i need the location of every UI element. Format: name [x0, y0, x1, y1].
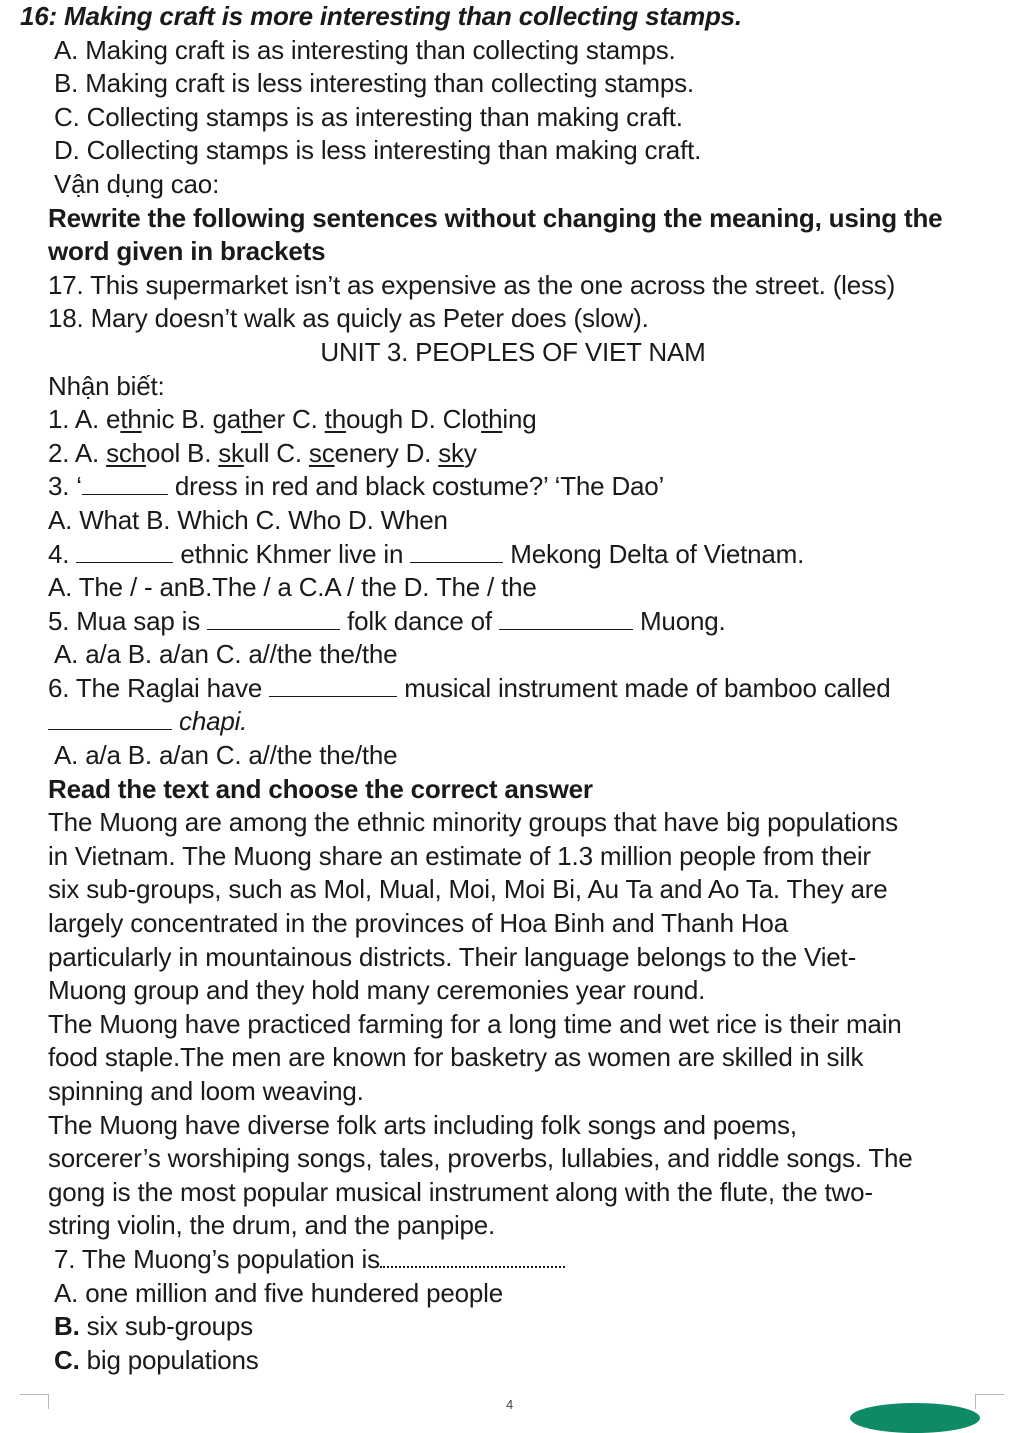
q1-b-underlined: th — [241, 404, 263, 435]
q2-pronunciation — [48, 437, 978, 471]
q1-a-underlined: th — [120, 404, 142, 435]
q1-text: ough D. Clo — [345, 404, 482, 435]
q4-text: ethnic Khmer live in — [173, 538, 411, 569]
q1-text: ing — [502, 404, 537, 435]
q1-text: nic B. ga — [141, 404, 241, 435]
q2-text: ool B. — [145, 437, 219, 468]
q7-text: 7. The Muong’s population is — [54, 1243, 380, 1274]
reading-line: string violin, the drum, and the panpipe. — [48, 1210, 496, 1241]
q7-answer-dots — [380, 1244, 565, 1268]
q2-text: y — [463, 437, 477, 468]
page-number: 4 — [506, 1397, 514, 1412]
q1-text: er C. — [262, 404, 325, 435]
q4 — [48, 538, 978, 572]
q3-blank — [82, 472, 168, 495]
q3-text: 3. ‘ — [48, 471, 82, 502]
worksheet-page — [20, 0, 978, 1377]
reading-line: food staple.The men are known for basketry as women are skilled in silk — [48, 1042, 864, 1073]
unit-title: UNIT 3. PEOPLES OF VIET NAM — [320, 336, 706, 367]
q1-c-underlined: th — [324, 404, 346, 435]
q7-option-b-text: six sub-groups — [79, 1311, 253, 1342]
q6-blank-2 — [48, 707, 172, 730]
recognition-heading: Nhận biết: — [48, 370, 165, 401]
q7-option-c-letter: C. — [54, 1344, 80, 1375]
q7-option-c-text: big populations — [79, 1344, 259, 1375]
q4-text: Mekong Delta of Vietnam. — [503, 538, 805, 569]
page-corner-mark-left — [20, 1394, 49, 1409]
q16-option-a: A. Making craft is as interesting than collecting stamps. — [54, 34, 676, 65]
q7-option-b-letter: B. — [54, 1311, 80, 1342]
q2-a-underlined: sch — [106, 437, 146, 468]
green-footer-arc — [850, 1403, 980, 1433]
q4-text: 4. — [48, 538, 77, 569]
q5-text: Muong. — [632, 605, 726, 636]
reading-line: Muong group and they hold many ceremonies year round. — [48, 975, 706, 1006]
advanced-heading: Vận dụng cao: — [54, 168, 220, 199]
q2-d-underlined: sk — [438, 437, 464, 468]
page-corner-mark-right — [975, 1394, 1004, 1409]
q5 — [48, 605, 978, 639]
q2-text: ull C. — [243, 437, 309, 468]
q5-options: A. a/a B. a/an C. a//the the/the — [54, 639, 398, 670]
q3 — [48, 470, 978, 504]
q5-blank-2 — [499, 607, 633, 630]
q2-text: enery D. — [334, 437, 439, 468]
q3-text: dress in red and black costume?’ ‘The Dao’ — [167, 471, 665, 502]
q7-option-c — [48, 1344, 978, 1378]
q7-option-b — [48, 1310, 978, 1344]
reading-line: gong is the most popular musical instrument along with the flute, the two- — [48, 1176, 873, 1207]
q16-option-d: D. Collecting stamps is less interesting than making craft. — [54, 135, 702, 166]
q5-blank-1 — [207, 607, 340, 630]
q6-blank-1 — [269, 674, 397, 697]
q17: 17. This supermarket isn’t as expensive as the one across the street. (less) — [48, 269, 896, 300]
q6-text: 6. The Raglai have — [48, 672, 270, 703]
rewrite-instruction-line-1: Rewrite the following sentences without changing the meaning, using the — [48, 202, 943, 233]
q1-pronunciation — [48, 403, 978, 437]
q2-c-underlined: sc — [308, 437, 335, 468]
reading-line: six sub-groups, such as Mol, Mual, Moi, Moi Bi, Au Ta and Ao Ta. They are — [48, 874, 888, 905]
q6-line-2 — [48, 705, 978, 739]
reading-line: sorcerer’s worshiping songs, tales, proverbs, lullabies, and riddle songs. The — [48, 1143, 913, 1174]
rewrite-instruction-line-2: word given in brackets — [48, 236, 326, 267]
q6-text: chapi. — [172, 706, 248, 737]
q16-option-b: B. Making craft is less interesting than collecting stamps. — [54, 68, 694, 99]
reading-heading: Read the text and choose the correct answer — [48, 773, 593, 804]
q4-blank-1 — [76, 540, 173, 563]
q2-b-underlined: sk — [218, 437, 244, 468]
q6-options: A. a/a B. a/an C. a//the the/the — [54, 740, 398, 771]
q18: 18. Mary doesn’t walk as quicly as Peter does (slow). — [48, 303, 649, 334]
q5-text: 5. Mua sap is — [48, 605, 208, 636]
q7-option-a: A. one million and five hundered people — [54, 1277, 503, 1308]
reading-line: in Vietnam. The Muong share an estimate of 1.3 million people from their — [48, 840, 871, 871]
reading-line: spinning and loom weaving. — [48, 1076, 364, 1106]
reading-line: The Muong have practiced farming for a long time and wet rice is their main — [48, 1008, 902, 1039]
q6-text: musical instrument made of bamboo called — [397, 672, 891, 703]
q1-d-underlined: th — [481, 404, 503, 435]
reading-line: The Muong are among the ethnic minority groups that have big populations — [48, 807, 898, 838]
reading-line: particularly in mountainous districts. Their language belongs to the Viet- — [48, 941, 857, 972]
q2-text: 2. A. — [48, 437, 107, 468]
q3-options: A. What B. Which C. Who D. When — [48, 504, 448, 535]
q16-stem: 16: Making craft is more interesting than collecting stamps. — [20, 1, 742, 31]
q16-option-c: C. Collecting stamps is as interesting than making craft. — [54, 101, 683, 132]
q4-blank-2 — [410, 540, 503, 563]
reading-line: largely concentrated in the provinces of Hoa Binh and Thanh Hoa — [48, 908, 788, 939]
q7-stem — [48, 1243, 978, 1277]
reading-line: The Muong have diverse folk arts including folk songs and poems, — [48, 1109, 797, 1140]
q4-options: A. The / - anB.The / a C.A / the D. The / the — [48, 572, 537, 603]
q6 — [48, 672, 978, 706]
q5-text: folk dance of — [340, 605, 499, 636]
q1-text: 1. A. e — [48, 404, 121, 435]
